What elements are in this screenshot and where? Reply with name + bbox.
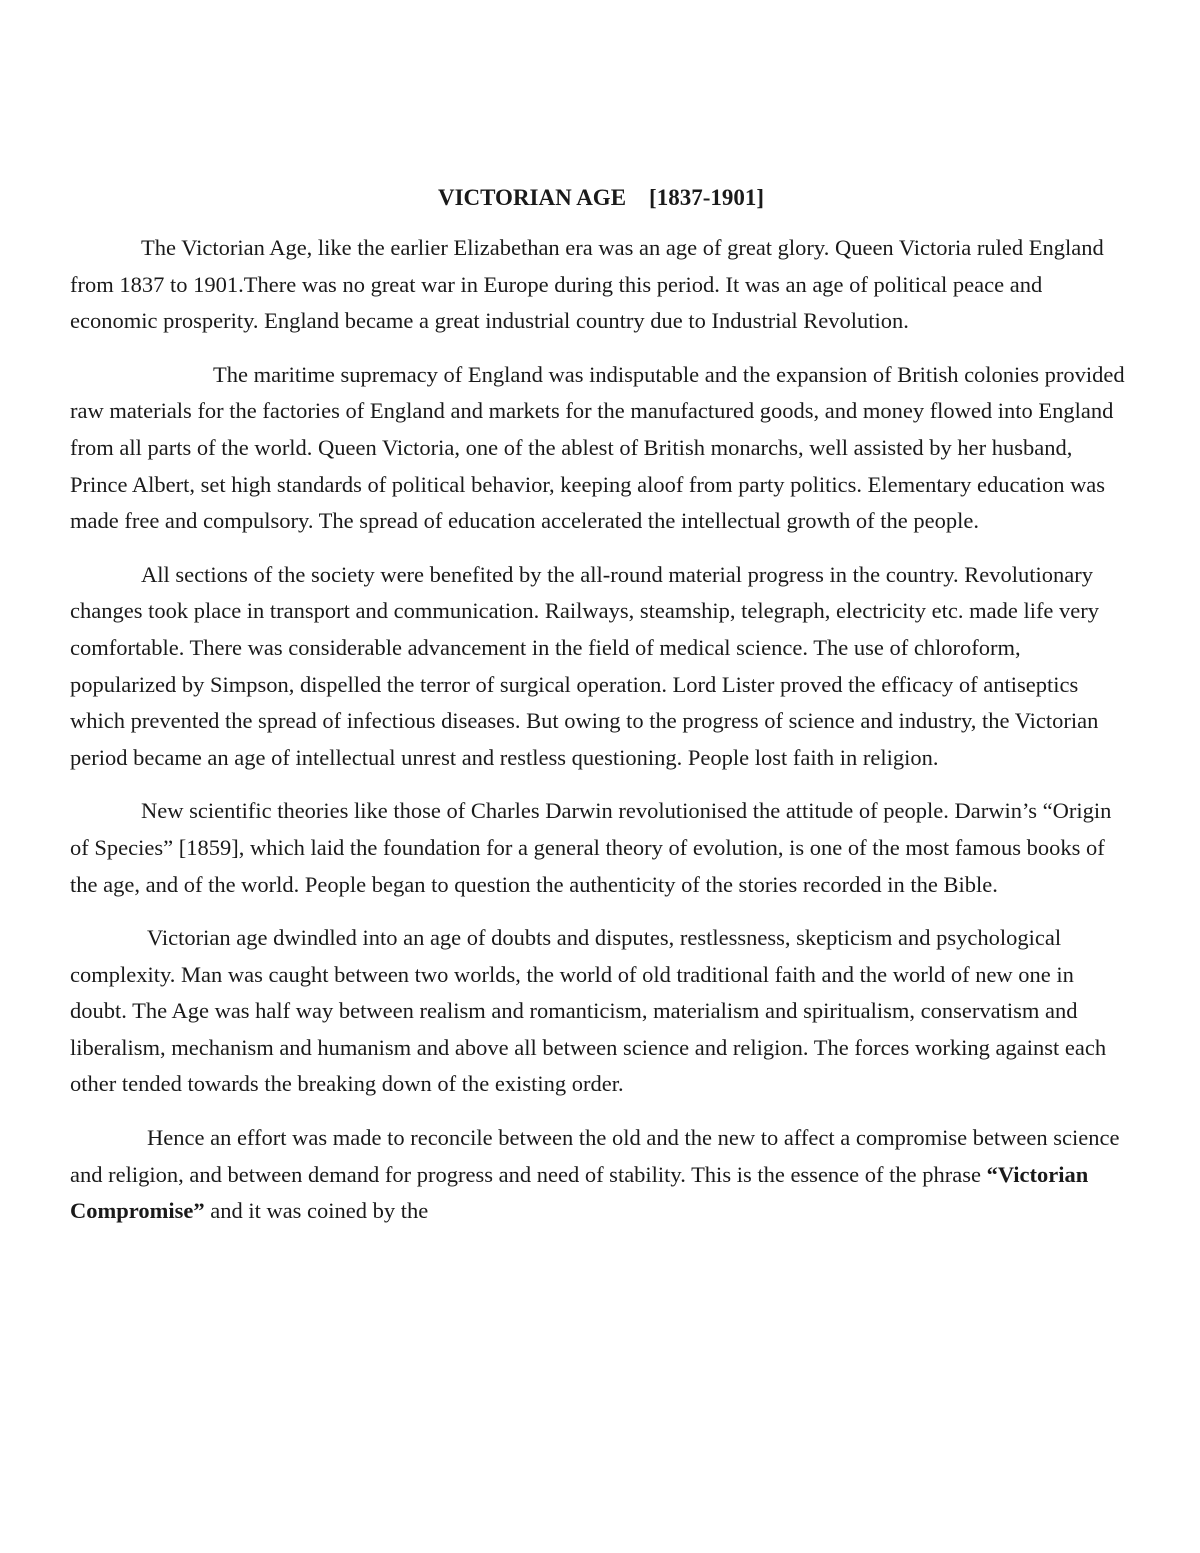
paragraph-doubts-disputes: Victorian age dwindled into an age of doubts and disputes, restlessness, skepticism and psychological complexity. Man was caught between two worlds, the world of old traditional faith and the world of new one in doubt. The Age was half way between realism and romanticism, materialism and spiritualism, conservatism and liberalism, mechanism and humanism and above all between science and religion. The forces working against each other tended towards the breaking down of the existing order.: [70, 925, 1107, 1097]
paragraph-maritime-supremacy: The maritime supremacy of England was indisputable and the expansion of British colonies provided raw materials for the factories of England and markets for the manufactured goods, and money flowed into England from all parts of the world. Queen Victoria, one of the ablest of British monarchs, well assisted by her husband, Prince Albert, set high standards of political behavior, keeping aloof from party politics. Elementary education was made free and compulsory. The spread of education accelerated the intellectual growth of the people.: [70, 361, 1125, 534]
compromise-text-after: and it was coined by the: [204, 1198, 429, 1224]
paragraph-scientific-theories: New scientific theories like those of Charles Darwin revolutionised the attitude of people. Darwin’s “Origin of Species” [1859], which laid the foundation for a general theory of evolution, is one of the most famous books of the age, and of the world. People began to question the authenticity of the stories recorded in the Bible.: [70, 798, 1112, 897]
document-page: [70, 180, 1132, 1247]
paragraph-intro: The Victorian Age, like the earlier Elizabethan era was an age of great glory. Queen Victoria ruled England from 1837 to 1901.There was no great war in Europe during this period. It was an age of political peace and economic prosperity. England became a great industrial country due to Industrial Revolution.: [70, 235, 1104, 334]
compromise-text-before: Hence an effort was made to reconcile between the old and the new to affect a compromise between science and religion, and between demand for progress and need of stability. This is the essence of the phrase: [70, 1125, 1120, 1187]
paragraph-material-progress: All sections of the society were benefited by the all-round material progress in the country. Revolutionary changes took place in transport and communication. Railways, steamship, telegraph, electricity etc. made life very comfortable. There was considerable advancement in the field of medical science. The use of chloroform, popularized by Simpson, dispelled the terror of surgical operation. Lord Lister proved the efficacy of antiseptics which prevented the spread of infectious diseases. But owing to the progress of science and industry, the Victorian period became an age of intellectual unrest and restless questioning. People lost faith in religion.: [70, 561, 1100, 770]
document-title: VICTORIAN AGE [1837-1901]: [437, 185, 765, 210]
paragraph-victorian-compromise: [70, 1120, 1132, 1230]
victorian-compromise-phrase: “Victorian Compromise”: [70, 1161, 1089, 1224]
